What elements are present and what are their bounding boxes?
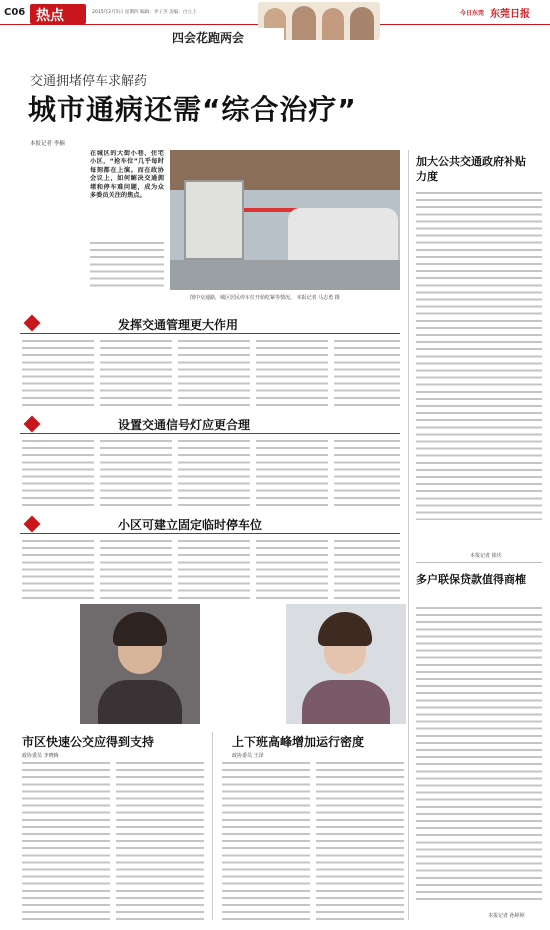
bottom-divider	[212, 732, 213, 920]
column-divider	[408, 150, 409, 920]
right-article-1-body	[416, 190, 542, 520]
section-3-icon	[24, 516, 41, 533]
portrait	[292, 6, 316, 40]
column-title: 四会花跑两会	[172, 31, 245, 45]
date-line: 2015年2月5日 星期四 编辑：李子杰 美编：白立上	[92, 10, 197, 15]
bottom-right-byline: 政协委员 王泽	[232, 753, 264, 759]
photo-road	[170, 260, 400, 290]
section-1-icon	[24, 315, 41, 332]
article-intro-body	[90, 240, 164, 290]
portrait-body	[98, 680, 182, 724]
section-3-rule	[20, 533, 400, 534]
portrait-body	[302, 680, 390, 724]
portrait-photo-left	[80, 604, 200, 724]
portrait-hair	[113, 612, 167, 646]
section-1-body	[22, 338, 400, 408]
section-2-title: 设置交通信号灯应更合理	[118, 418, 251, 432]
section-1-title: 发挥交通管理更大作用	[118, 318, 239, 332]
photo-car	[288, 208, 398, 268]
section-label: 热点	[36, 8, 64, 24]
right-article-2-body	[416, 605, 542, 905]
kicker: 交通拥堵停车求解药	[30, 74, 148, 89]
portrait	[322, 8, 344, 40]
right-byline-2: 本报记者 孙婷婷	[488, 913, 525, 919]
page-number: C06	[4, 7, 26, 18]
right-title-2: 多户联保贷款值得商榷	[416, 573, 526, 586]
paper-prefix: 今日东莞	[460, 10, 485, 17]
lead-paragraph: 在城区的大街小巷，住宅小区，“抢车位”几乎每时每刻都在上演。而在政协会议上，如何解决交通拥堵和停车难问题，成为众多委员关注的焦点。	[90, 150, 164, 200]
section-3-body	[22, 538, 400, 600]
bottom-right-body	[222, 760, 404, 920]
paper-name: 东莞日报	[490, 9, 530, 20]
portrait-hair	[318, 612, 372, 646]
bottom-right-title: 上下班高峰增加运行密度	[232, 735, 365, 749]
bottom-left-byline: 政协委员 李晓梅	[22, 753, 59, 759]
section-2-icon	[24, 416, 41, 433]
portrait-photo-right	[286, 604, 406, 724]
photo-caption: 图中交通路，城区居民停车位开始吃紧等情况。 本报记者 马志勇 摄	[190, 295, 340, 301]
headline: 城市通病还需“综合治疗”	[28, 93, 357, 126]
photo-booth	[184, 180, 244, 260]
masthead	[0, 0, 550, 45]
bottom-left-title: 市区快速公交应得到支持	[22, 735, 155, 749]
right-divider	[416, 562, 542, 563]
right-title-1: 加大公共交通政府补贴力度	[416, 155, 526, 183]
right-byline-1: 本报记者 徐庆	[470, 553, 502, 559]
byline: 本报记者 李楠	[30, 141, 65, 147]
section-2-body	[22, 438, 400, 510]
section-1-rule	[20, 333, 400, 334]
section-2-rule	[20, 433, 400, 434]
traffic-photo	[170, 150, 400, 290]
portrait	[350, 7, 374, 40]
section-3-title: 小区可建立固定临时停车位	[118, 518, 263, 532]
bottom-left-body	[22, 760, 206, 920]
